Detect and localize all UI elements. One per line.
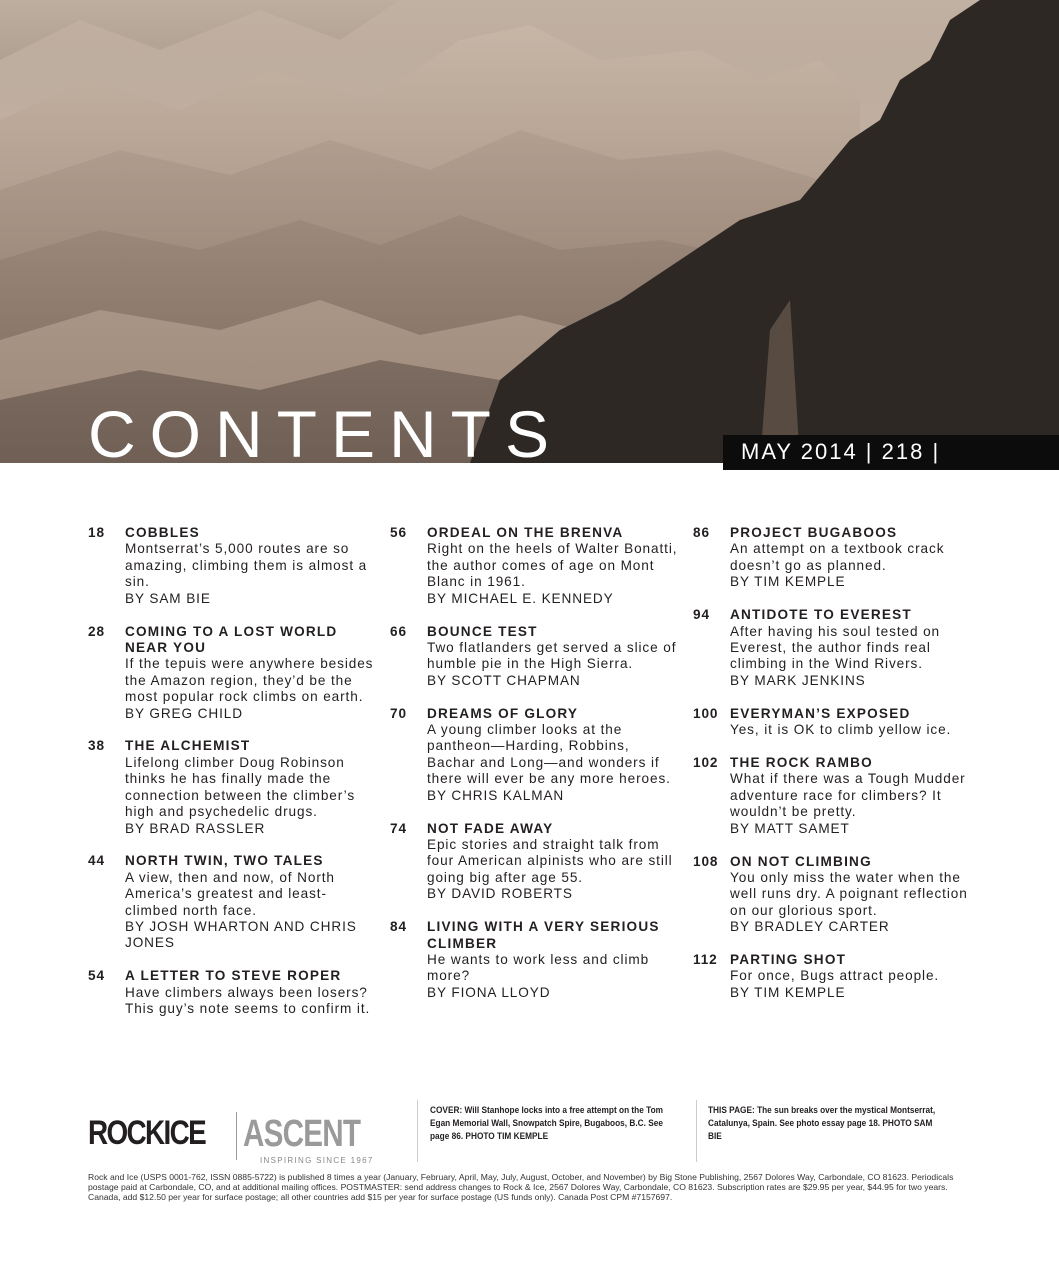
entry-body (730, 755, 983, 837)
toc-entry[interactable] (88, 853, 378, 951)
article-byline: BY FIONA LLOYD (427, 984, 551, 1000)
article-description: A young climber looks at the pantheon—Harding, Robbins, Bachar and Long—and wonders if there will ever be any more heroes. (427, 722, 671, 787)
article-title: NORTH TWIN, TWO TALES (125, 853, 324, 869)
article-byline: BY TIM KEMPLE (730, 574, 846, 590)
page-number: 74 (390, 820, 407, 836)
entry-body (125, 853, 378, 951)
article-description: Right on the heels of Walter Bonatti, the author comes of age on Mont Blanc in 1961. (427, 541, 678, 590)
toc-column-1 (88, 525, 378, 1034)
toc-entry[interactable] (693, 854, 983, 936)
page-number: 18 (88, 525, 105, 540)
article-description: Lifelong climber Doug Robinson thinks he has finally made the connection between the climber’s high and psychedelic drugs. (125, 754, 356, 820)
page-number: 54 (88, 968, 105, 984)
logo-tagline: INSPIRING SINCE 1967 (260, 1156, 374, 1165)
mountain-landscape-image (0, 0, 1059, 463)
page-number: 66 (390, 623, 407, 639)
entry-body (730, 525, 983, 591)
entry-body (730, 854, 983, 936)
toc-column-2 (390, 525, 680, 1018)
article-byline: BY TIM KEMPLE (730, 984, 846, 1000)
page-photo-credit: THIS PAGE: The sun breaks over the mystical Montserrat, Catalunya, Spain. See photo essay page 18. PHOTO SAM BIE (708, 1105, 936, 1141)
entry-body (427, 919, 680, 1001)
page-title: CONTENTS (88, 397, 563, 471)
article-title: A LETTER TO STEVE ROPER (125, 968, 342, 984)
article-title: THE ALCHEMIST (125, 738, 251, 754)
article-title: ORDEAL ON THE BRENVA (427, 525, 624, 540)
article-byline: BY MATT SAMET (730, 820, 850, 836)
article-title: COBBLES (125, 525, 200, 540)
article-title: ANTIDOTE TO EVEREST (730, 607, 912, 623)
article-byline: BY SCOTT CHAPMAN (427, 672, 581, 688)
publication-fine-print: Rock and Ice (USPS 0001-762, ISSN 0885-5722) is published 8 times a year (January, February, April, May, July, August, October, and November) by Big Stone Publishing, 2567 Dolores Way, Carbondale, CO 81623. Periodicals postage paid at Carbondale, CO, and at additional mailing offices. POSTMASTER: send address changes to Rock & Ice, 2567 Dolores Way, Carbondale, CO 81623. Subscription rates are $29.95 per year, $44.95 for two years. Canada, add $12.50 per year for surface postage; all other countries add $15 per year for surface postage (US funds only). Canada Post CPM #7157697. (88, 1172, 954, 1202)
toc-entry[interactable] (390, 624, 680, 690)
toc-entry[interactable] (390, 919, 680, 1001)
article-description: Have climbers always been losers? This guy’s note seems to confirm it. (125, 984, 371, 1017)
toc-entry[interactable] (390, 821, 680, 903)
page-number: 44 (88, 853, 105, 869)
toc-entry[interactable] (693, 607, 983, 689)
page-number: 84 (390, 919, 407, 935)
toc-entry[interactable] (693, 706, 983, 739)
article-byline: BY JOSH WHARTON AND CHRIS JONES (125, 919, 357, 951)
article-description: What if there was a Tough Mudder adventure race for climbers? It wouldn’t be pretty. (730, 771, 966, 820)
page-number: 38 (88, 738, 105, 754)
entry-body (125, 525, 378, 607)
article-title: LIVING WITH A VERY SERIOUS CLIMBER (427, 919, 660, 951)
article-byline: BY MICHAEL E. KENNEDY (427, 590, 614, 606)
toc-entry[interactable] (390, 525, 680, 607)
page-number: 100 (693, 705, 719, 721)
article-title: NOT FADE AWAY (427, 820, 554, 836)
toc-entry[interactable] (88, 624, 378, 722)
entry-body (125, 738, 378, 836)
toc-column-3 (693, 525, 983, 1018)
article-title: BOUNCE TEST (427, 623, 538, 639)
divider (696, 1100, 697, 1162)
page-number: 94 (693, 607, 710, 623)
entry-body (427, 821, 680, 903)
footer (88, 1100, 968, 1165)
article-description: A view, then and now, of North America’s greatest and least-climbed north face. (125, 869, 335, 918)
article-title: THE ROCK RAMBO (730, 754, 873, 770)
entry-body (730, 607, 983, 689)
article-byline: BY DAVID ROBERTS (427, 886, 573, 902)
article-byline: BY BRADLEY CARTER (730, 919, 890, 935)
entry-body (730, 952, 983, 1001)
article-byline: BY GREG CHILD (125, 705, 243, 721)
article-title: ON NOT CLIMBING (730, 853, 872, 869)
article-byline: BY BRAD RASSLER (125, 820, 266, 836)
divider (417, 1100, 418, 1162)
toc-entry[interactable] (693, 525, 983, 591)
entry-body (427, 525, 680, 607)
article-title: DREAMS OF GLORY (427, 705, 579, 721)
ascent-logo: ASCENT (243, 1113, 361, 1155)
article-description: Two flatlanders get served a slice of humble pie in the High Sierra. (427, 639, 677, 672)
article-byline: BY CHRIS KALMAN (427, 787, 565, 803)
article-description: If the tepuis were anywhere besides the Amazon region, they’d be the most popular rock climbs on earth. (125, 656, 374, 705)
toc-entry[interactable] (693, 952, 983, 1001)
toc-entry[interactable] (693, 755, 983, 837)
toc-entry[interactable] (88, 738, 378, 836)
entry-body (125, 624, 378, 722)
page-number: 28 (88, 623, 105, 639)
rock-and-ice-logo: ROCKICE (88, 1114, 206, 1152)
article-description: Epic stories and straight talk from four American alpinists who are still going big after age 55. (427, 837, 673, 885)
toc-entry[interactable] (88, 968, 378, 1017)
toc-entry[interactable] (390, 706, 680, 804)
article-description: He wants to work less and climb more? (427, 951, 650, 984)
page-number: 86 (693, 525, 710, 540)
article-title: PARTING SHOT (730, 952, 847, 968)
article-title: COMING TO A LOST WORLD NEAR YOU (125, 623, 338, 655)
cover-credit: COVER: Will Stanhope locks into a free attempt on the Tom Egan Memorial Wall, Snowpatch Spire, Bugaboos, B.C. See page 86. PHOTO TIM KEMPLE (430, 1105, 664, 1141)
article-description: An attempt on a textbook crack doesn’t go as planned. (730, 541, 945, 573)
entry-body (427, 624, 680, 690)
issue-label: MAY 2014 | 218 | (723, 435, 1059, 470)
article-description: Yes, it is OK to climb yellow ice. (730, 722, 952, 738)
article-title: PROJECT BUGABOOS (730, 525, 898, 540)
page-number: 112 (693, 952, 718, 968)
article-description: Montserrat’s 5,000 routes are so amazing, climbing them is almost a sin. (125, 541, 368, 590)
hero-photo (0, 0, 1059, 463)
article-description: After having his soul tested on Everest, the author finds real climbing in the Wind Rivers. (730, 623, 941, 672)
article-description: You only miss the water when the well runs dry. A poignant reflection on our glorious sport. (730, 869, 968, 918)
page-number: 102 (693, 754, 719, 770)
article-byline: BY SAM BIE (125, 590, 211, 606)
page-number: 56 (390, 525, 407, 540)
toc-entry[interactable] (88, 525, 378, 607)
entry-body (730, 706, 983, 739)
page-number: 70 (390, 705, 407, 721)
article-title: EVERYMAN’S EXPOSED (730, 705, 911, 721)
logo-divider (236, 1112, 237, 1160)
article-byline: BY MARK JENKINS (730, 672, 866, 688)
entry-body (427, 706, 680, 804)
article-description: For once, Bugs attract people. (730, 968, 940, 984)
entry-body (125, 968, 378, 1017)
page-number: 108 (693, 853, 719, 869)
